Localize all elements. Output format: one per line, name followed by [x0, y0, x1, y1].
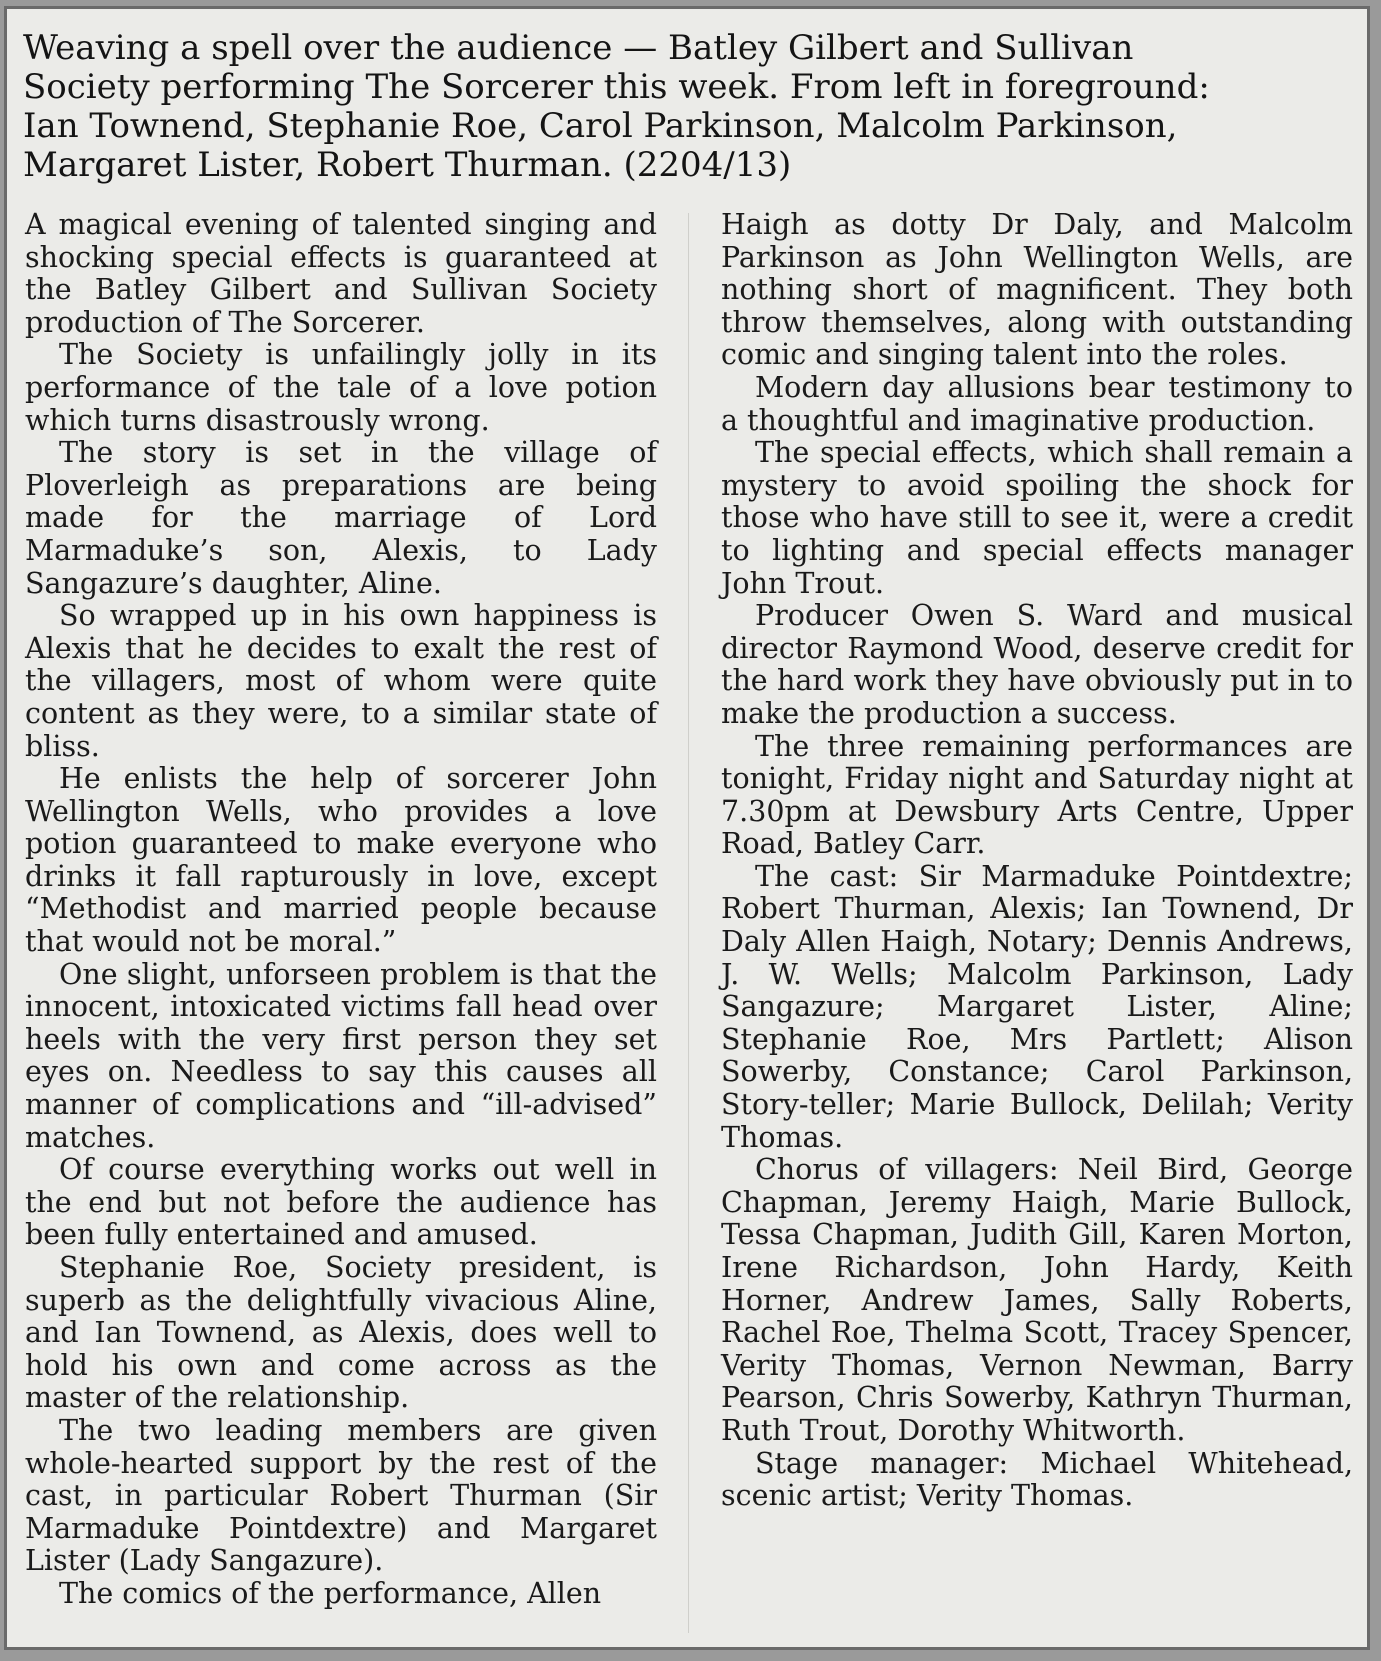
photo-caption [23, 29, 1353, 185]
caption-line: Society performing The Sorcerer this week. From left in foreground: [23, 67, 1210, 107]
article-paragraph: One slight, unforseen problem is that the innocent, intoxicated victims fall head over heels with the very first person they set eyes on. Needless to say this causes all manner of complications and “ill-advised” matches. [25, 957, 657, 1154]
chorus-list: Chorus of villagers: Neil Bird, George Chapman, Jeremy Haigh, Marie Bullock, Tessa Chapman, Judith Gill, Karen Morton, Irene Richardson, John Hardy, Keith Horner, Andrew James, Sally Roberts, Rachel Roe, Thelma Scott, Tracey Spencer, Verity Thomas, Vernon Newman, Barry Pearson, Chris Sowerby, Kathryn Thurman, Ruth Trout, Dorothy Whitworth. [721, 1153, 1353, 1447]
article-paragraph: The comics of the performance, Allen [59, 1576, 602, 1610]
caption-line: Ian Townend, Stephanie Roe, Carol Parkinson, Malcolm Parkinson, [23, 106, 1178, 146]
article-paragraph: So wrapped up in his own happiness is Alexis that he decides to exalt the rest of the villagers, most of whom were quite content as they were, to a similar state of bliss. [25, 599, 657, 763]
article-paragraph: The special effects, which shall remain a mystery to avoid spoiling the shock for those who have still to see it, were a credit to lighting and special effects manager John Trout. [721, 436, 1353, 600]
article-paragraph: Stephanie Roe, Society president, is superb as the delightfully vivacious Aline, and Ian Townend, as Alexis, does well to hold his own and come across as the master of the relationship. [25, 1251, 657, 1415]
article-paragraph: Haigh as dotty Dr Daly, and Malcolm Parkinson as John Wellington Wells, are nothing short of magnificent. They both throw themselves, along with outstanding comic and singing talent into the roles. [721, 208, 1353, 372]
article-paragraph: Producer Owen S. Ward and musical director Raymond Wood, deserve credit for the hard work they have obviously put in to make the production a success. [721, 599, 1353, 730]
newspaper-clipping [4, 6, 1370, 1650]
article-paragraph: Of course everything works out well in the end but not before the audience has been fully entertained and amused. [25, 1153, 657, 1252]
article-paragraph: The Society is unfailingly jolly in its performance of the tale of a love potion which turns disastrously wrong. [25, 338, 657, 437]
article-paragraph: The story is set in the village of Ploverleigh as preparations are being made for the marriage of Lord Marmaduke’s son, Alexis, to Lady Sangazure’s daughter, Aline. [25, 436, 657, 600]
cast-list: The cast: Sir Marmaduke Pointdextre; Robert Thurman, Alexis; Ian Townend, Dr Daly Allen Haigh, Notary; Dennis Andrews, J. W. Wells; Malcolm Parkinson, Lady Sangazure; Margaret Lister, Aline; Stephanie Roe, Mrs Partlett; Alison Sowerby, Constance; Carol Parkinson, Story-teller; Marie Bullock, Delilah; Verity Thomas. [721, 859, 1353, 1154]
article-paragraph: The two leading members are given whole-hearted support by the rest of the cast, in particular Robert Thurman (Sir Marmaduke Pointdextre) and Margaret Lister (Lady Sangazure). [25, 1413, 657, 1578]
column-divider [688, 213, 689, 1633]
article-paragraph: A magical evening of talented singing and shocking special effects is guaranteed at the Batley Gilbert and Sullivan Society production of The Sorcerer. [25, 208, 657, 339]
article-column-right [721, 209, 1353, 1513]
article-paragraph: He enlists the help of sorcerer John Wellington Wells, who provides a love potion guaranteed to make everyone who drinks it fall rapturously in love, except “Methodist and married people because that would not be moral.” [25, 762, 657, 959]
crew-list: Stage manager: Michael Whitehead, scenic artist; Verity Thomas. [721, 1446, 1353, 1513]
caption-line: Margaret Lister, Robert Thurman. (2204/13) [23, 145, 792, 185]
caption-line: Weaving a spell over the audience — Batley Gilbert and Sullivan [23, 28, 1134, 68]
article-paragraph: Modern day allusions bear testimony to a thoughtful and imaginative production. [721, 370, 1353, 437]
article-paragraph: The three remaining performances are tonight, Friday night and Saturday night at 7.30pm at Dewsbury Arts Centre, Upper Road, Batley Carr. [721, 729, 1353, 861]
article-column-left [25, 209, 657, 1611]
